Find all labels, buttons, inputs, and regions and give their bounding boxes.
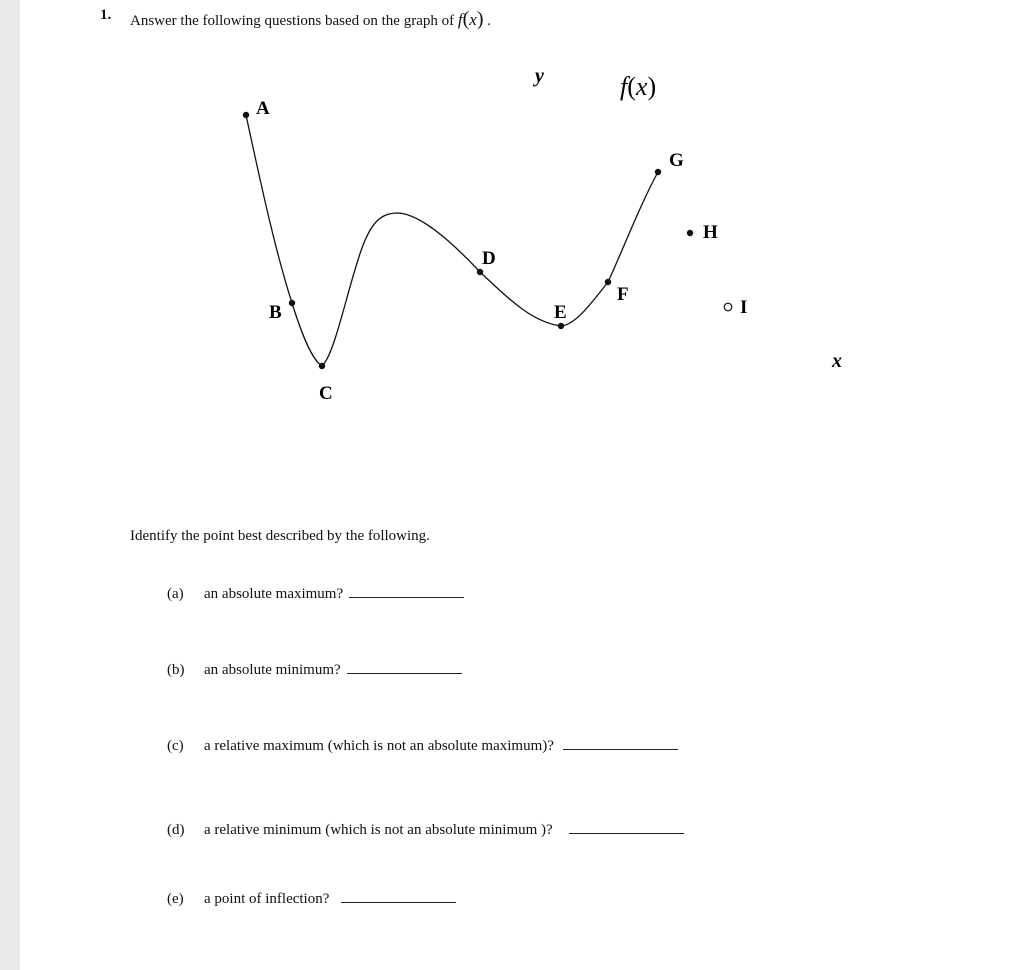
x-axis-label: x bbox=[832, 350, 842, 372]
worksheet-page bbox=[20, 0, 1024, 970]
instruction-text: Identify the point best described by the following. bbox=[130, 528, 430, 544]
question-function: f(x) bbox=[457, 8, 484, 30]
part-e-text: a point of inflection? bbox=[204, 891, 330, 907]
part-d-text: a relative minimum (which is not an absolute minimum )? bbox=[204, 822, 553, 838]
part-c-letter: (c) bbox=[167, 738, 184, 754]
part-a-answer-blank[interactable] bbox=[349, 585, 464, 598]
function-graph bbox=[20, 0, 1024, 500]
part-a bbox=[167, 585, 464, 603]
question-trailing: . bbox=[487, 13, 491, 29]
point-d-dot bbox=[477, 269, 483, 275]
question-number: 1. bbox=[100, 7, 112, 23]
question-function-var: x bbox=[469, 10, 477, 29]
point-c-label: C bbox=[319, 383, 333, 404]
part-d-answer-blank[interactable] bbox=[569, 821, 684, 834]
point-a-dot bbox=[243, 112, 249, 118]
point-i-label: I bbox=[740, 297, 748, 318]
point-h-label: H bbox=[703, 222, 718, 243]
part-b-letter: (b) bbox=[167, 662, 185, 678]
point-g-dot bbox=[655, 169, 661, 175]
part-a-text: an absolute maximum? bbox=[204, 586, 344, 602]
point-d-label: D bbox=[482, 248, 496, 269]
point-c-dot bbox=[319, 363, 325, 369]
point-e-dot bbox=[558, 323, 564, 329]
question-text: Answer the following questions based on the graph of bbox=[130, 13, 455, 29]
question-function-name: f bbox=[457, 10, 463, 29]
point-f-label: F bbox=[617, 284, 629, 305]
part-d-letter: (d) bbox=[167, 822, 185, 838]
point-a-label: A bbox=[256, 98, 270, 119]
part-b-text: an absolute minimum? bbox=[204, 662, 341, 678]
part-c-text: a relative maximum (which is not an absolute maximum)? bbox=[204, 738, 554, 754]
function-label: f(x) bbox=[620, 72, 657, 101]
part-c bbox=[167, 737, 678, 755]
part-e-letter: (e) bbox=[167, 891, 184, 907]
point-f-dot bbox=[605, 279, 611, 285]
point-g-label: G bbox=[669, 150, 684, 171]
point-i-open-dot bbox=[724, 303, 732, 311]
point-b-label: B bbox=[269, 302, 282, 323]
point-h-dot bbox=[687, 230, 693, 236]
y-axis-label: y bbox=[535, 65, 544, 87]
part-a-letter: (a) bbox=[167, 586, 184, 602]
point-b-dot bbox=[289, 300, 295, 306]
part-c-answer-blank[interactable] bbox=[563, 737, 678, 750]
point-e-label: E bbox=[554, 302, 567, 323]
part-e bbox=[167, 890, 456, 908]
part-b-answer-blank[interactable] bbox=[347, 661, 462, 674]
function-curve bbox=[246, 115, 658, 366]
part-b bbox=[167, 661, 462, 679]
part-e-answer-blank[interactable] bbox=[341, 890, 456, 903]
part-d bbox=[167, 821, 684, 839]
